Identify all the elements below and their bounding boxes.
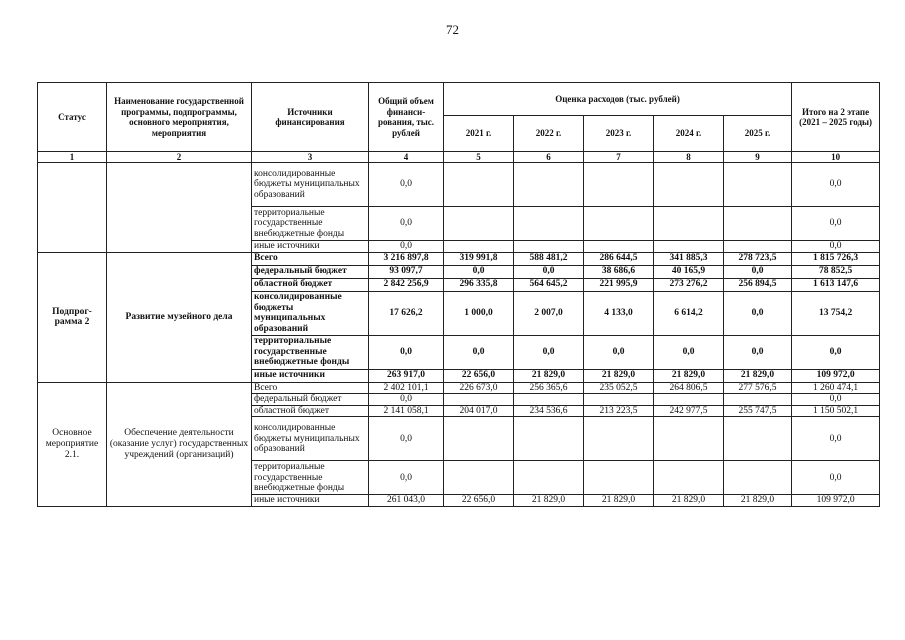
year-amount: 0,0 bbox=[444, 265, 514, 278]
column-number: 4 bbox=[369, 152, 444, 163]
funding-source: Всего bbox=[252, 382, 369, 394]
year-amount bbox=[444, 241, 514, 253]
total-amount: 2 141 058,1 bbox=[369, 405, 444, 417]
year-amount: 4 133,0 bbox=[584, 291, 654, 335]
stage-total-amount: 0,0 bbox=[792, 394, 880, 406]
year-amount: 6 614,2 bbox=[654, 291, 724, 335]
column-number: 6 bbox=[514, 152, 584, 163]
total-amount: 0,0 bbox=[369, 163, 444, 207]
year-amount: 38 686,6 bbox=[584, 265, 654, 278]
stage-total-amount: 1 613 147,6 bbox=[792, 278, 880, 291]
funding-source: Всего bbox=[252, 252, 369, 265]
table-row bbox=[38, 163, 880, 207]
year-amount bbox=[444, 417, 514, 461]
funding-source: консолидированные бюджеты муниципальных образований bbox=[252, 163, 369, 207]
stage-total-amount: 0,0 bbox=[792, 241, 880, 253]
year-amount: 40 165,9 bbox=[654, 265, 724, 278]
year-amount: 226 673,0 bbox=[444, 382, 514, 394]
year-amount: 21 829,0 bbox=[584, 369, 654, 382]
funding-source: федеральный бюджет bbox=[252, 394, 369, 406]
stage-total-amount: 0,0 bbox=[792, 163, 880, 207]
year-amount: 0,0 bbox=[724, 265, 792, 278]
column-number: 8 bbox=[654, 152, 724, 163]
year-amount bbox=[584, 417, 654, 461]
year-amount: 204 017,0 bbox=[444, 405, 514, 417]
year-amount: 0,0 bbox=[584, 335, 654, 369]
total-amount: 93 097,7 bbox=[369, 265, 444, 278]
year-amount: 221 995,9 bbox=[584, 278, 654, 291]
year-amount: 0,0 bbox=[514, 265, 584, 278]
year-amount: 21 829,0 bbox=[654, 495, 724, 507]
year-amount bbox=[654, 207, 724, 241]
year-amount: 22 656,0 bbox=[444, 369, 514, 382]
year-amount bbox=[724, 241, 792, 253]
column-number: 7 bbox=[584, 152, 654, 163]
header-year: 2022 г. bbox=[514, 116, 584, 152]
table-row bbox=[38, 382, 880, 394]
year-amount bbox=[584, 163, 654, 207]
stage-total-amount: 109 972,0 bbox=[792, 369, 880, 382]
year-amount: 0,0 bbox=[724, 291, 792, 335]
header-total: Общий объем финанси-рования, тыс. рублей bbox=[369, 83, 444, 152]
row-name: Развитие музейного дела bbox=[107, 252, 252, 382]
column-number: 2 bbox=[107, 152, 252, 163]
year-amount bbox=[514, 241, 584, 253]
header-year: 2021 г. bbox=[444, 116, 514, 152]
year-amount: 235 052,5 bbox=[584, 382, 654, 394]
year-amount: 588 481,2 bbox=[514, 252, 584, 265]
table-body bbox=[38, 163, 880, 507]
year-amount: 21 829,0 bbox=[514, 495, 584, 507]
page-number: 72 bbox=[446, 22, 459, 37]
year-amount bbox=[724, 207, 792, 241]
year-amount: 277 576,5 bbox=[724, 382, 792, 394]
year-amount: 21 829,0 bbox=[514, 369, 584, 382]
header-status: Статус bbox=[38, 83, 107, 152]
header-stage-total: Итого на 2 этапе (2021 – 2025 годы) bbox=[792, 83, 880, 152]
funding-source: областной бюджет bbox=[252, 405, 369, 417]
year-amount bbox=[514, 417, 584, 461]
header-sources: Источники финансирования bbox=[252, 83, 369, 152]
year-amount: 286 644,5 bbox=[584, 252, 654, 265]
year-amount: 0,0 bbox=[724, 335, 792, 369]
row-status bbox=[38, 163, 107, 253]
column-number: 1 bbox=[38, 152, 107, 163]
year-amount: 21 829,0 bbox=[584, 495, 654, 507]
year-amount: 296 335,8 bbox=[444, 278, 514, 291]
year-amount: 22 656,0 bbox=[444, 495, 514, 507]
table-row bbox=[38, 252, 880, 265]
year-amount: 1 000,0 bbox=[444, 291, 514, 335]
year-amount bbox=[584, 394, 654, 406]
year-amount: 0,0 bbox=[444, 335, 514, 369]
stage-total-amount: 78 852,5 bbox=[792, 265, 880, 278]
budget-table bbox=[37, 82, 880, 507]
stage-total-amount: 13 754,2 bbox=[792, 291, 880, 335]
stage-total-amount: 0,0 bbox=[792, 335, 880, 369]
year-amount bbox=[514, 394, 584, 406]
row-name bbox=[107, 163, 252, 253]
funding-source: федеральный бюджет bbox=[252, 265, 369, 278]
total-amount: 261 043,0 bbox=[369, 495, 444, 507]
stage-total-amount: 1 150 502,1 bbox=[792, 405, 880, 417]
funding-source: иные источники bbox=[252, 369, 369, 382]
total-amount: 17 626,2 bbox=[369, 291, 444, 335]
funding-source: территориальные государственные внебюджетные фонды bbox=[252, 335, 369, 369]
column-number: 3 bbox=[252, 152, 369, 163]
year-amount bbox=[654, 461, 724, 495]
year-amount: 319 991,8 bbox=[444, 252, 514, 265]
total-amount: 0,0 bbox=[369, 241, 444, 253]
funding-source: территориальные государственные внебюджетные фонды bbox=[252, 461, 369, 495]
year-amount: 255 747,5 bbox=[724, 405, 792, 417]
year-amount bbox=[724, 417, 792, 461]
year-amount bbox=[444, 461, 514, 495]
stage-total-amount: 0,0 bbox=[792, 417, 880, 461]
header-year: 2024 г. bbox=[654, 116, 724, 152]
stage-total-amount: 1 260 474,1 bbox=[792, 382, 880, 394]
year-amount: 264 806,5 bbox=[654, 382, 724, 394]
funding-source: иные источники bbox=[252, 495, 369, 507]
funding-source: территориальные государственные внебюджетные фонды bbox=[252, 207, 369, 241]
year-amount bbox=[444, 163, 514, 207]
year-amount: 2 007,0 bbox=[514, 291, 584, 335]
column-number: 5 bbox=[444, 152, 514, 163]
total-amount: 0,0 bbox=[369, 207, 444, 241]
column-number: 10 bbox=[792, 152, 880, 163]
year-amount: 341 885,3 bbox=[654, 252, 724, 265]
year-amount bbox=[724, 461, 792, 495]
year-amount: 256 365,6 bbox=[514, 382, 584, 394]
year-amount bbox=[584, 241, 654, 253]
funding-source: областной бюджет bbox=[252, 278, 369, 291]
year-amount bbox=[514, 163, 584, 207]
year-amount: 0,0 bbox=[654, 335, 724, 369]
year-amount: 564 645,2 bbox=[514, 278, 584, 291]
header-name: Наименование государственной программы, подпрограммы, основного мероприятия, мероприятия bbox=[107, 83, 252, 152]
column-number: 9 bbox=[724, 152, 792, 163]
stage-total-amount: 109 972,0 bbox=[792, 495, 880, 507]
year-amount bbox=[724, 394, 792, 406]
year-amount: 213 223,5 bbox=[584, 405, 654, 417]
total-amount: 0,0 bbox=[369, 461, 444, 495]
year-amount: 234 536,6 bbox=[514, 405, 584, 417]
funding-source: консолидированные бюджеты муниципальных образований bbox=[252, 417, 369, 461]
row-status: Подпрог-рамма 2 bbox=[38, 252, 107, 382]
stage-total-amount: 0,0 bbox=[792, 207, 880, 241]
stage-total-amount: 0,0 bbox=[792, 461, 880, 495]
total-amount: 0,0 bbox=[369, 335, 444, 369]
total-amount: 0,0 bbox=[369, 417, 444, 461]
total-amount: 3 216 897,8 bbox=[369, 252, 444, 265]
row-name: Обеспечение деятельности (оказание услуг) государственных учреждений (организаций) bbox=[107, 382, 252, 506]
year-amount: 21 829,0 bbox=[724, 369, 792, 382]
funding-source: иные источники bbox=[252, 241, 369, 253]
year-amount bbox=[444, 394, 514, 406]
total-amount: 2 842 256,9 bbox=[369, 278, 444, 291]
year-amount bbox=[444, 207, 514, 241]
year-amount: 21 829,0 bbox=[724, 495, 792, 507]
header-year: 2025 г. bbox=[724, 116, 792, 152]
total-amount: 0,0 bbox=[369, 394, 444, 406]
year-amount bbox=[514, 461, 584, 495]
year-amount: 278 723,5 bbox=[724, 252, 792, 265]
year-amount bbox=[584, 461, 654, 495]
total-amount: 263 917,0 bbox=[369, 369, 444, 382]
year-amount: 0,0 bbox=[514, 335, 584, 369]
year-amount bbox=[654, 163, 724, 207]
year-amount: 21 829,0 bbox=[654, 369, 724, 382]
year-amount bbox=[654, 241, 724, 253]
year-amount bbox=[654, 394, 724, 406]
year-amount bbox=[584, 207, 654, 241]
year-amount: 242 977,5 bbox=[654, 405, 724, 417]
header-estimate: Оценка расходов (тыс. рублей) bbox=[444, 83, 792, 116]
stage-total-amount: 1 815 726,3 bbox=[792, 252, 880, 265]
year-amount bbox=[514, 207, 584, 241]
header-year: 2023 г. bbox=[584, 116, 654, 152]
year-amount bbox=[654, 417, 724, 461]
year-amount bbox=[724, 163, 792, 207]
funding-source: консолидированные бюджеты муниципальных образований bbox=[252, 291, 369, 335]
year-amount: 256 894,5 bbox=[724, 278, 792, 291]
total-amount: 2 402 101,1 bbox=[369, 382, 444, 394]
row-status: Основное мероприятие 2.1. bbox=[38, 382, 107, 506]
year-amount: 273 276,2 bbox=[654, 278, 724, 291]
